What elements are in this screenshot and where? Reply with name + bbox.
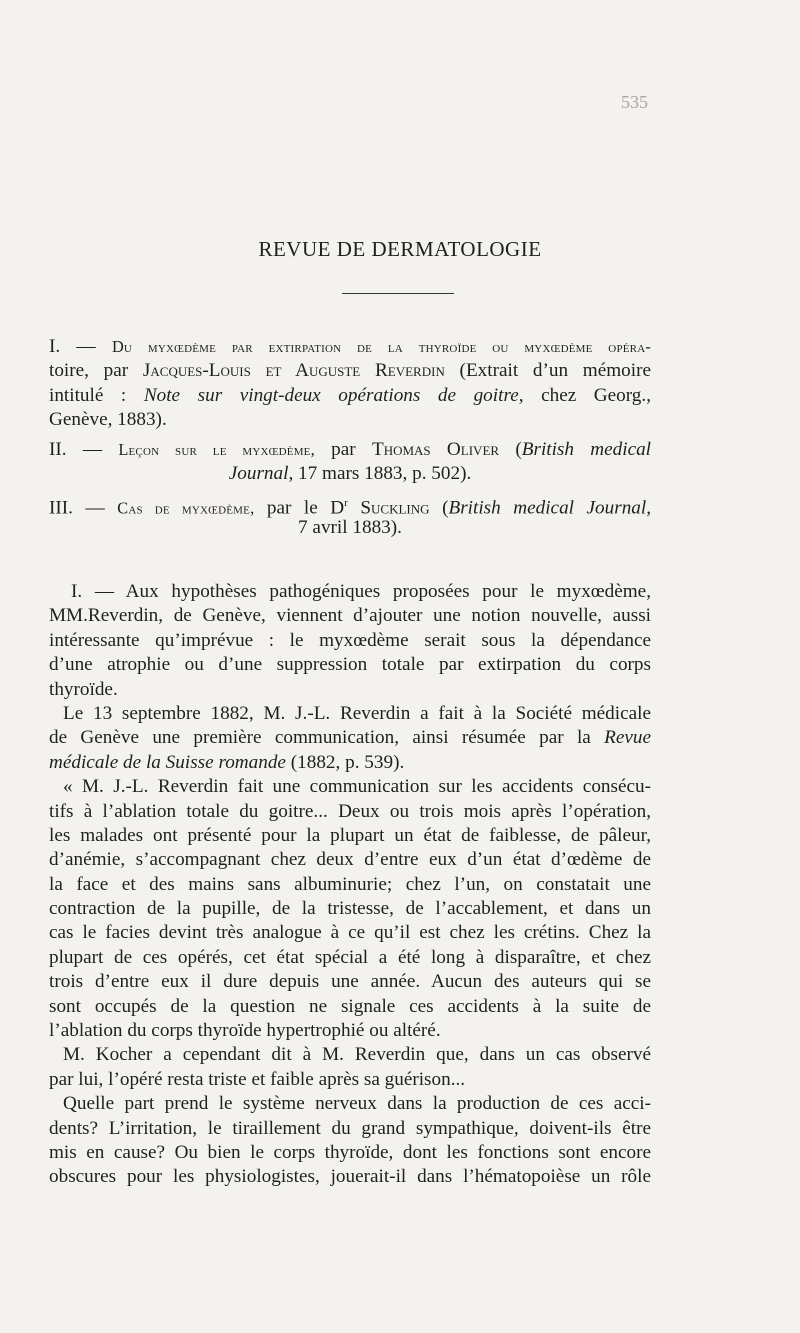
heading-rule bbox=[342, 293, 454, 294]
ref-italic-title: Note sur vingt-deux opérations de goitre, bbox=[143, 384, 524, 406]
body-line: trois d’entre eux il dure depuis une année. Aucun des auteurs qui se bbox=[49, 971, 651, 993]
page-heading: REVUE DE DERMATOLOGIE bbox=[258, 237, 542, 261]
ref-journal: British medical Journal, bbox=[448, 497, 652, 519]
ref-authors: Thomas Oliver bbox=[371, 438, 500, 460]
body-line: obscures pour les physiologistes, jouerait-il dans l’hématopoièse un rôle bbox=[49, 1166, 651, 1188]
body-line: par lui, l’opéré resta triste et faible après sa guérison... bbox=[49, 1068, 466, 1090]
ref-roman: II. bbox=[49, 438, 67, 460]
body-line: dents? L’irritation, le tiraillement du grand sympathique, doivent-ils être bbox=[49, 1117, 651, 1139]
body-line: thyroïde. bbox=[49, 678, 118, 700]
body-line: Quelle part prend le système nerveux dans la production de ces acci- bbox=[63, 1093, 651, 1115]
ref-journal: Journal, bbox=[228, 462, 294, 484]
ref-text: chez Georg., bbox=[523, 384, 651, 406]
ref-authors: Suckling bbox=[347, 497, 430, 519]
body-line: intéressante qu’imprévue : le myxœdème serait sous la dépendance bbox=[49, 629, 651, 651]
ref-text: toire, par bbox=[49, 360, 143, 382]
ref-1-line-3 bbox=[49, 384, 651, 408]
body-line: contraction de la pupille, de la tristesse, de l’accablement, et dans un bbox=[49, 898, 651, 920]
references-block bbox=[49, 335, 651, 540]
ref-text: 17 mars 1883, p. 502). bbox=[293, 462, 472, 484]
ref-text: ( bbox=[499, 438, 522, 460]
ref-superscript: r bbox=[344, 497, 348, 510]
ref-1-line-2 bbox=[49, 359, 651, 383]
ref-title: Leçon sur le myxœdème, bbox=[118, 439, 315, 459]
body-line: « M. J.-L. Reverdin fait une communication sur les accidents consécu- bbox=[63, 776, 651, 798]
ref-2-line-2 bbox=[49, 462, 651, 486]
ref-1-line-4 bbox=[49, 408, 651, 432]
ref-1-line-1 bbox=[49, 335, 651, 359]
body-line: Le 13 septembre 1882, M. J.-L. Reverdin a fait à la Société médicale bbox=[63, 702, 651, 724]
body-line: les malades ont présenté pour la plupart un état de faiblesse, de pâleur, bbox=[49, 824, 651, 846]
ref-3-line-1 bbox=[49, 491, 652, 519]
ref-text: 7 avril 1883). bbox=[298, 516, 402, 538]
body-line: la face et des mains sans albuminurie; chez l’un, on constatait une bbox=[49, 873, 651, 895]
body-line: d’une atrophie ou d’une suppression totale par extirpation du corps bbox=[49, 654, 651, 676]
body-line: I. — Aux hypothèses pathogéniques proposées pour le myxœdème, bbox=[71, 581, 651, 602]
journal-name: Revue bbox=[604, 727, 651, 749]
body-line: cas le facies devint très analogue à ce qu’il est chez les crétins. Chez la bbox=[49, 922, 651, 944]
ref-2-line-1 bbox=[49, 438, 651, 462]
body-line: tifs à l’ablation totale du goitre... Deux ou trois mois après l’opération, bbox=[49, 800, 651, 822]
ref-journal: British medical bbox=[521, 438, 652, 460]
body-text bbox=[49, 580, 651, 1190]
ref-text: Genève, 1883). bbox=[49, 409, 167, 431]
ref-roman: III. bbox=[49, 497, 73, 519]
body-line: plupart de ces opérés, cet état spécial a été long à disparaître, et chez bbox=[49, 946, 651, 968]
ref-3-line-2 bbox=[49, 516, 651, 540]
ref-text: (Extrait d’un mémoire bbox=[444, 360, 651, 382]
body-line: de Genève une première communication, ainsi résumée par la Revue bbox=[49, 727, 651, 749]
ref-roman: I. bbox=[49, 336, 61, 357]
ref-text: par bbox=[314, 438, 372, 460]
body-line: médicale de la Suisse romande (1882, p. 539). bbox=[49, 751, 405, 773]
body-line: M. Kocher a cependant dit à M. Reverdin que, dans un cas observé bbox=[63, 1044, 651, 1066]
ref-sep: — bbox=[60, 336, 112, 357]
ref-title: Cas de myxœdème, bbox=[117, 498, 255, 518]
ref-text: par le D bbox=[254, 497, 345, 519]
body-line: l’ablation du corps thyroïde hypertrophié ou altéré. bbox=[49, 1020, 441, 1042]
ref-text: intitulé : bbox=[49, 384, 144, 406]
ref-authors: Jacques-Louis et Auguste Reverdin bbox=[142, 360, 445, 382]
body-line: d’anémie, s’accompagnant chez deux d’entre eux d’un état d’œdème de bbox=[49, 849, 651, 871]
page-number: 535 bbox=[621, 92, 648, 112]
journal-name: médicale de la Suisse romande bbox=[49, 751, 286, 773]
ref-title: Du myxœdème par extirpation de la thyroïde ou myxœdème opéra- bbox=[111, 337, 651, 356]
ref-sep: — bbox=[66, 438, 119, 460]
ref-text: ( bbox=[429, 497, 449, 519]
body-line: sont occupés de la question ne signale ces accidents à la suite de bbox=[49, 995, 651, 1017]
body-line: MM.Reverdin, de Genève, viennent d’ajouter une notion nouvelle, aussi bbox=[49, 605, 651, 627]
body-line: mis en cause? Ou bien le corps thyroïde, dont les fonctions sont encore bbox=[49, 1141, 651, 1163]
ref-sep: — bbox=[72, 497, 118, 519]
